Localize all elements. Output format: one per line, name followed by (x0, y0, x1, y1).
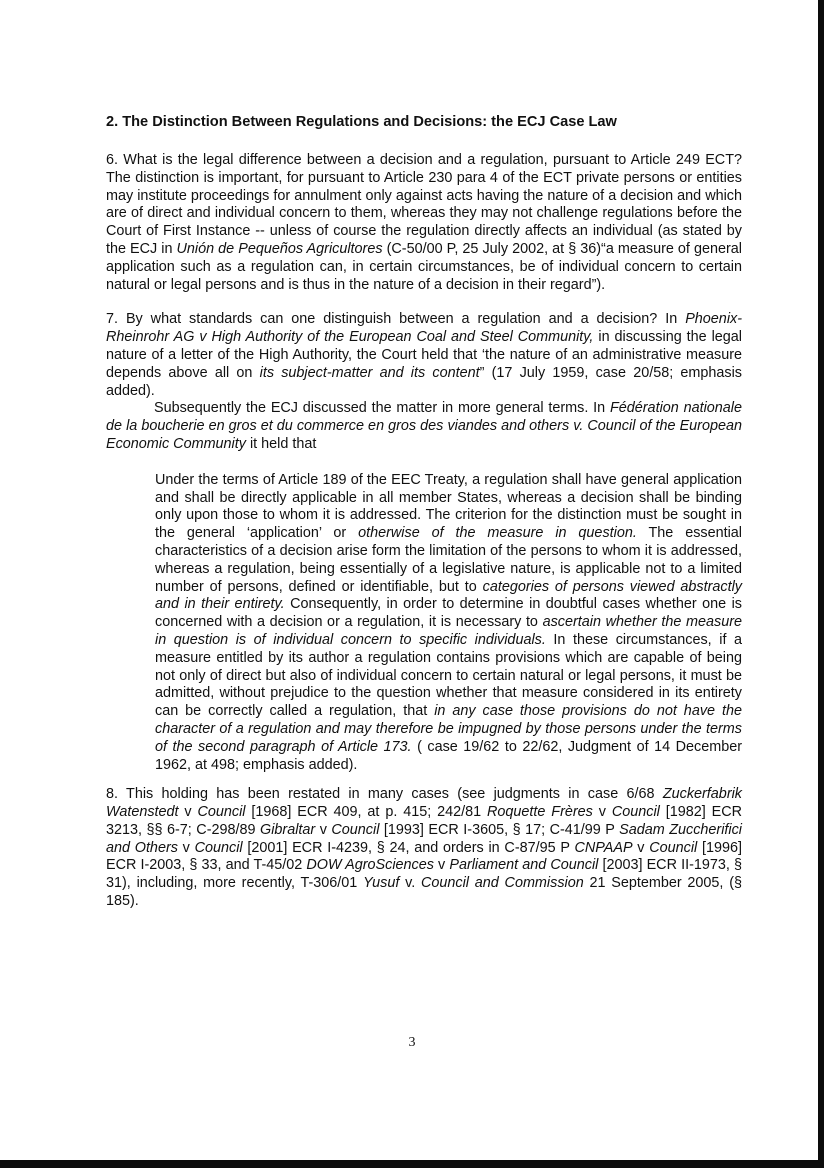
p6-text-1: 6. What is the legal difference between a decision and a regulation, pursuant to Article 249 ECT? The distinction is important, for pursuant to Article 230 para 4 of the ECT private persons or entities may institute proceedings for annulment only against acts having the nature of a decision and which are of direct and individual concern to them, whereas they may not challenge regulations before the Court of First Instance -- unless of course the regulation directly affects an individual (as stated by the ECJ in (106, 152, 742, 257)
block-quote (155, 472, 742, 775)
quote-text-2: The essential characteristics of a decision arise form the limitation of the persons to whom it is addressed, whereas a regulation, being essentially of a legislative nature, is applicable not to a limited number of persons, defined or identifiable, but to (155, 525, 742, 595)
paragraph-7 (106, 311, 742, 400)
quote-text-3: Consequently, in order to determine in doubtful cases whether one is concerned with a decision or a regulation, it is necessary to (155, 596, 742, 631)
p7-text-1: 7. By what standards can one distinguish between a regulation and a decision? In (106, 311, 686, 328)
p7-emphasis: its subject-matter and its content (259, 364, 480, 381)
case-name: Council (611, 804, 660, 821)
case-name: Zuckerfabrik Watenstedt (106, 786, 742, 821)
quote-text-4: In these circumstances, if a measure entitled by its author a regulation contains provisions which are capable of being not only of direct but also of individual concern to certain natural or legal persons, it must be admitted, without prejudice to the question whether that measure considered in its entirety can be correctly called a regulation, that (155, 631, 742, 720)
paragraph-8: 8. This holding has been restated in many cases (see judgments in case 6/68 Zuckerfabrik Watenstedt v Council [1968] ECR 409, at p. 415; 242/81 Roquette Frères v Council [1982] ECR 3213, §§ 6-7; C-298/89 Gibraltar v Council [1993] ECR I-3605, § 17; C-41/99 P Sadam Zuccherifici and Others v Council [2001] ECR I-4239, § 24, and orders in C-87/95 P CNPAAP v Council [1996] ECR I-2003, § 33, and T-45/02 DOW AgroSciences v Parliament and Council [2003] ECR II-1973, § 31), including, more recently, T-306/01 Yusuf v. Council and Commission 21 September 2005, (§ 185). (106, 786, 743, 910)
quote-emphasis-1: otherwise of the measure in question. (358, 525, 637, 542)
quote-text-1: Under the terms of Article 189 of the EEC Treaty, a regulation shall have general application and shall be directly applicable in all member States, whereas a decision shall be binding only upon those to whom it is addressed. The criterion for the distinction must be sought in the general ‘application’ or (155, 471, 742, 542)
p6-case-name: Unión de Pequeños Agricultores (176, 240, 383, 257)
paragraph-6 (106, 152, 742, 294)
p7b-text-1: Subsequently the ECJ discussed the matter in more general terms. In (154, 400, 610, 417)
p7b-text-2: it held that (245, 435, 317, 452)
p7-text-3: ” (17 July 1959, case 20/58; emphasis added). (106, 364, 742, 399)
case-name: Gibraltar (260, 821, 316, 838)
quote-emphasis-3: ascertain whether the measure in question is of individual concern to specific individuals. (155, 614, 742, 648)
quote-text-5: ( case 19/62 to 22/62, Judgment of 14 December 1962, at 498; emphasis added). (155, 738, 742, 773)
case-name: Yusuf (363, 875, 400, 892)
case-name: Council (197, 804, 246, 821)
case-name: DOW AgroSciences (306, 857, 434, 874)
case-name: Parliament and Council (449, 857, 599, 874)
case-name: Sadam Zuccherifici and Others (106, 821, 742, 856)
scan-border-bottom (0, 1160, 824, 1168)
paragraph-7-continued (106, 400, 742, 453)
p7-case-name: Phoenix-Rheinrohr AG v High Authority of the European Coal and Steel Community, (106, 311, 742, 346)
section-heading: 2. The Distinction Between Regulations and Decisions: the ECJ Case Law (106, 114, 617, 130)
p7-text-2: in discussing the legal nature of a letter of the High Authority, the Court held that ‘the nature of an administrative measure depends above all on (106, 329, 743, 381)
case-name: Council (331, 821, 380, 838)
p6-text-2: (C-50/00 P, 25 July 2002, at § 36)“a measure of general application such as a regulation can, in certain circumstances, be of individual concern to certain natural or legal persons and is thus in the nature of a decision in their regard”). (106, 240, 742, 293)
case-name: Council (649, 839, 698, 856)
quote-emphasis-2: categories of persons viewed abstractly and in their entirety. (155, 578, 742, 613)
page-number: 3 (408, 1035, 416, 1050)
case-name: Council and Commission (421, 875, 584, 892)
case-name: Council (194, 839, 243, 856)
p7b-case-name: Fédération nationale de la boucherie en gros et du commerce en gros des viandes and others v. Council of the European Economic Community (106, 400, 742, 452)
document-body (106, 112, 742, 911)
case-name: Roquette Frères (487, 804, 593, 821)
case-name: CNPAAP (574, 839, 633, 856)
scan-border-right (818, 0, 824, 1168)
quote-emphasis-4: in any case those provisions do not have the character of a regulation and may therefore be impugned by those persons under the terms of the second paragraph of Article 173. (155, 703, 742, 755)
